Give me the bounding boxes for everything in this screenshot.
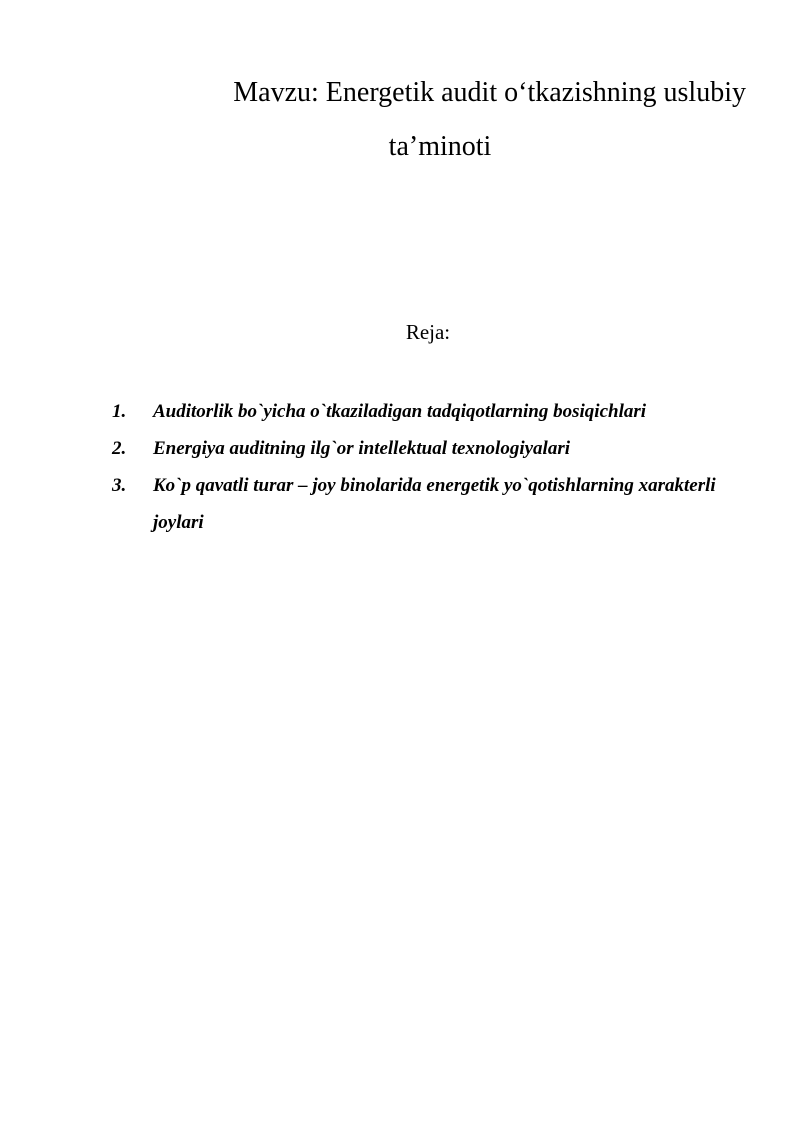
plan-item-number: 2.	[112, 438, 127, 459]
plan-heading: Reja:	[405, 320, 451, 344]
plan-item-number: 1.	[112, 401, 127, 422]
title-line-2: ta’minoti	[388, 131, 492, 162]
document-title	[120, 74, 760, 183]
title-line-1: Mavzu: Energetik audit o‘tkazishning uslubiy	[233, 77, 746, 108]
plan-item-1	[112, 393, 732, 430]
plan-item-text: Ko`p qavatli turar – joy binolarida energetik yo`qotishlarning xarakterli joylari	[153, 475, 716, 533]
plan-item-2	[112, 430, 732, 467]
plan-item-number: 3.	[112, 475, 127, 496]
plan-item-3	[112, 467, 732, 541]
plan-list	[112, 393, 732, 541]
plan-item-text: Energiya auditning ilg`or intellektual texnologiyalari	[153, 438, 570, 459]
plan-item-text: Auditorlik bo`yicha o`tkaziladigan tadqiqotlarning bosiqichlari	[153, 401, 647, 422]
